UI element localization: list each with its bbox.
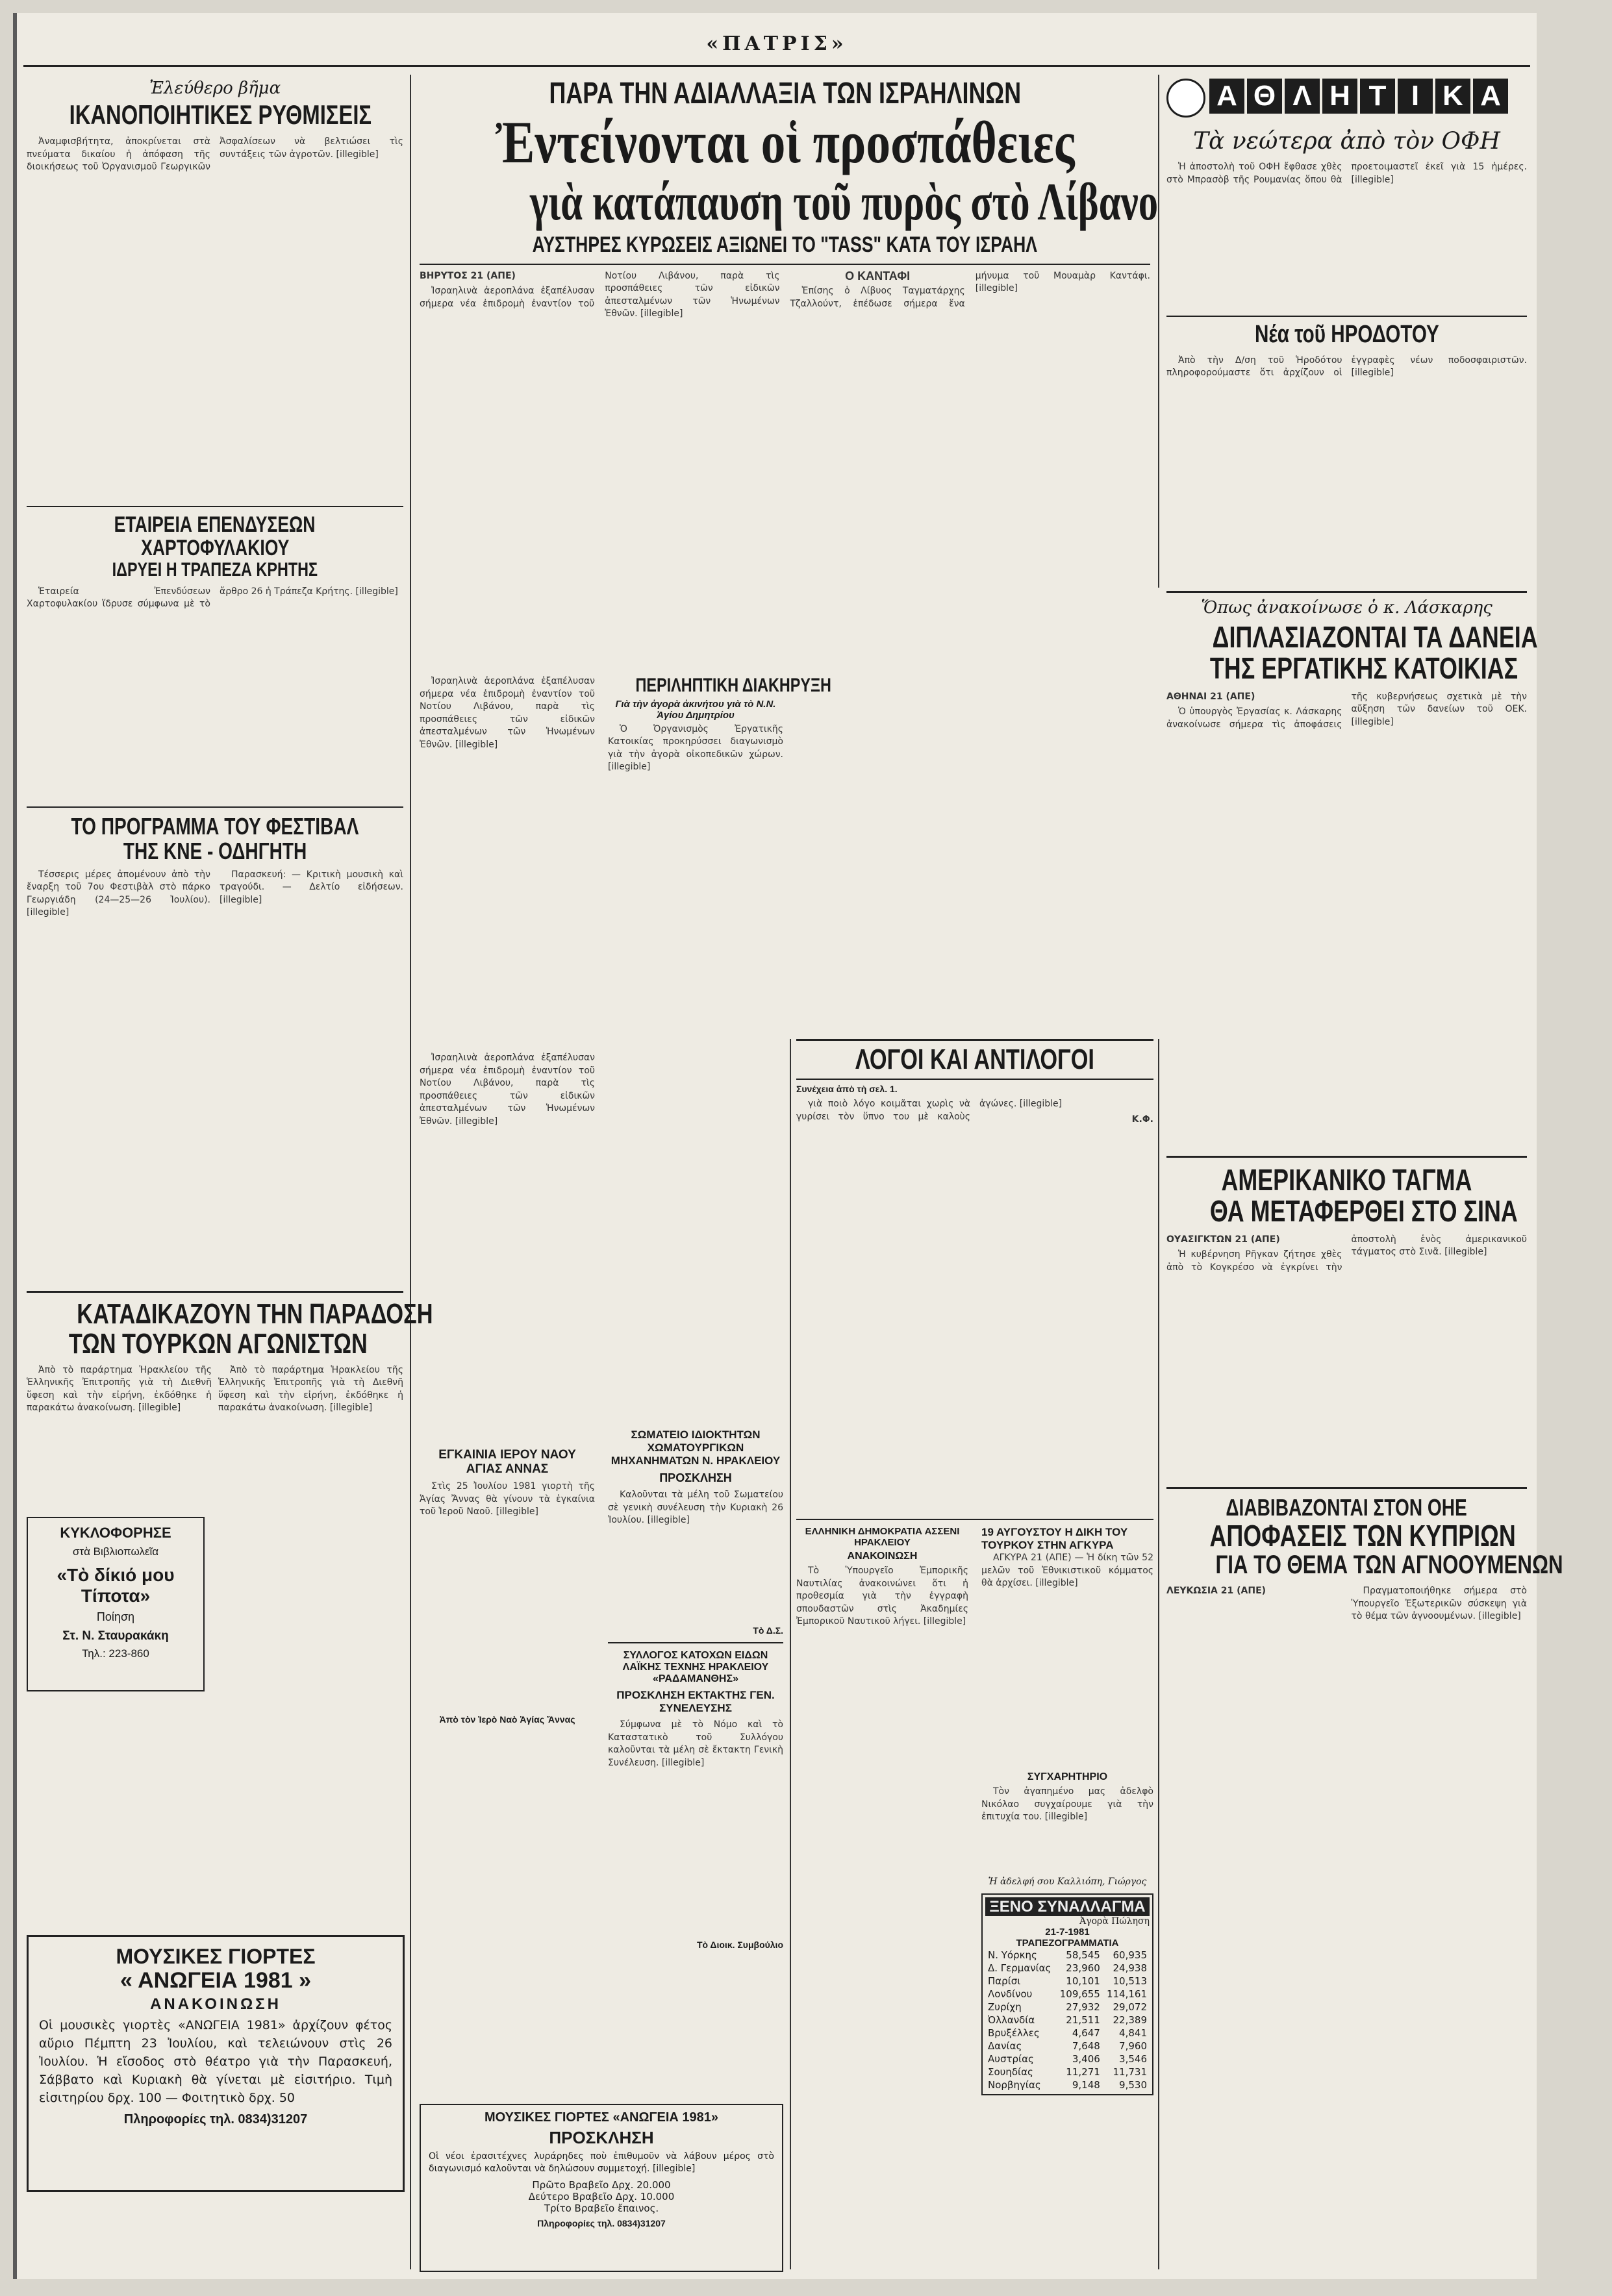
fx-currency: Παρίσι <box>988 1975 1021 1988</box>
masthead: «ΠΑΤΡΙΣ» <box>706 32 848 55</box>
sports-section <box>1166 75 1527 588</box>
anogia-ad-sub: ΑΝΑΚΟΙΝΩΣΗ <box>150 1995 281 2014</box>
fx-sell: 11,731 <box>1113 2066 1147 2078</box>
fx-row <box>985 2001 1150 2014</box>
fx-table-box <box>981 1893 1153 2095</box>
fx-buy: 21,511 <box>1066 2014 1100 2027</box>
banner-letter: Τ <box>1360 79 1395 114</box>
section-rule <box>1166 1156 1527 1158</box>
fx-sell: 3,546 <box>1119 2053 1147 2065</box>
sinai-title-2: ΘΑ ΜΕΤΑΦΕΡΘΕΙ ΣΤΟ ΣΙΝΑ <box>1209 1194 1518 1229</box>
peri-title: ΠΕΡΙΛΗΠΤΙΚΗ ΔΙΑΚΗΡΥΞΗ <box>635 675 831 696</box>
cyprus-title-1: ΔΙΑΒΙΒΑΖΟΝΤΑΙ ΣΤΟΝ ΟΗΕ <box>1226 1494 1468 1521</box>
ofi-title: Τὰ νεώτερα ἀπὸ τὸν ΟΦΗ <box>1193 128 1500 155</box>
syllogos-sub: ΠΡΟΣΚΛΗΣΗ <box>659 1471 732 1484</box>
section-rule <box>27 806 403 808</box>
turks-article-cont: Ἀπὸ τὸ παράρτημα Ἡρακλείου τῆς Ἑλληνικῆς Ἐπιτροπῆς γιὰ τὴ Διεθνῆ ὕφεση καὶ τὴν εἰρήνη, ἐκδόθηκε ἡ παρακάτω ἀνακοίνωση. [illegible] <box>218 1364 403 1414</box>
fx-buy: 3,406 <box>1072 2053 1100 2065</box>
newspaper-page <box>13 13 1563 2279</box>
fx-buy: 9,148 <box>1072 2079 1100 2091</box>
lead-rule <box>420 264 1150 265</box>
masthead-rule <box>23 65 1530 67</box>
book-ad-genre: Ποίηση <box>96 1610 135 1623</box>
banner-letter: Α <box>1209 79 1244 114</box>
syllogos-title: ΣΩΜΑΤΕΙΟ ΙΔΙΟΚΤΗΤΩΝ ΧΩΜΑΤΟΥΡΓΙΚΩΝ ΜΗΧΑΝΗΜΑΤΩΝ Ν. ΗΡΑΚΛΕΙΟΥ <box>611 1429 781 1467</box>
anogia-notice-info: Πληροφορίες τηλ. 0834)31207 <box>537 2218 666 2228</box>
anogia-ad-body: Οἱ μουσικὲς γιορτὲς «ΑΝΩΓΕΙΑ 1981» ἀρχίζουν φέτος αὔριο Πέμπτη 23 Ἰουλίου, καὶ τελειώνουν στὶς 26 Ἰουλίου. Ἡ εἴσοδος στὸ θέατρο γιὰ τὴν Παρασκευή, Σάββατο καὶ Κυριακὴ θὰ γίνεται μὲ εἰσιτήριο. Τιμὴ εἰσιτηρίου δρχ. 100 — Φοιτητικὸ δρχ. 50 <box>39 2018 392 2106</box>
peri-block <box>608 675 831 1399</box>
forum-label: Ἐλεύθερο βῆμα <box>149 79 281 98</box>
fx-table <box>985 1949 1150 2091</box>
fx-currency: Ζυρίχη <box>988 2001 1022 2014</box>
banner-letter: Λ <box>1285 79 1320 114</box>
section-rule <box>796 1519 1153 1520</box>
peri-sub: Γιὰ τὴν ἀγορὰ ἀκινήτου γιὰ τὸ Ν.Ν. Ἀγίου Δημητρίου <box>615 698 776 721</box>
syllogos-sign: Τὸ Δ.Σ. <box>753 1625 783 1636</box>
fx-sub: ΤΡΑΠΕΖΟΓΡΑΜΜΑΤΙΑ <box>1016 1938 1119 1949</box>
fx-currency: Δανίας <box>988 2040 1022 2053</box>
sinai-article: ΟΥΑΣΙΓΚΤΩΝ 21 (ΑΠΕ) Ἡ κυβέρνηση Ρῆγκαν ζήτησε χθὲς ἀπὸ τὸ Κογκρέσο νὰ ἐγκρίνει τὴν ἀποστολὴ ἑνὸς ἀμερικανικοῦ τάγματος στὸ Σινᾶ. [illegible] <box>1166 1234 1527 1273</box>
book-ad-where: στὰ Βιβλιοπωλεῖα <box>72 1545 159 1558</box>
football-icon <box>1166 79 1205 118</box>
herodotos-title: Νέα τοῦ ΗΡΟΔΟΤΟΥ <box>1254 321 1439 348</box>
logoi-title: ΛΟΓΟΙ ΚΑΙ ΑΝΤΙΛΟΓΟΙ <box>796 1039 1153 1080</box>
sports-banner <box>1166 79 1527 118</box>
festival-article: Τέσσερις μέρες ἀπομένουν ἀπὸ τὴν ἔναρξη τοῦ 7ου Φεστιβὰλ στὸ πάρκο Γεωργιάδη (24—25—26 Ἰουλίου). [illegible] Παρασκευή: — Κριτικὴ μουσικὴ καὶ τραγούδι. — Δελτίο εἰδήσεων. [illegible] <box>27 869 403 918</box>
turks2-title: 19 ΑΥΓΟΥΣΤΟΥ Η ΔΙΚΗ ΤΟΥ ΤΟΥΡΚΟΥ ΣΤΗΝ ΑΓΚΥΡΑ <box>981 1526 1128 1551</box>
fx-row <box>985 2040 1150 2053</box>
lead-headline-2: γιὰ κατάπαυση τοῦ πυρὸς στὸ Λίβανο <box>529 171 1159 231</box>
syll2-sign: Τὸ Διοικ. Συμβούλιο <box>696 1940 783 1950</box>
fx-row <box>985 2078 1150 2091</box>
fx-row <box>985 1949 1150 1962</box>
syg-sign: Ἡ ἀδελφή σου Καλλιόπη, Γιώργος <box>988 1877 1147 1887</box>
book-ad-author: Στ. Ν. Σταυρακάκη <box>62 1628 169 1643</box>
center-lower <box>420 675 831 2273</box>
church-title: ΕΓΚΑΙΝΙΑ ΙΕΡΟΥ ΝΑΟΥ ΑΓΙΑΣ ΑΝΝΑΣ <box>438 1448 576 1476</box>
left-column <box>27 75 433 2269</box>
lead-subheadline: ΑΥΣΤΗΡΕΣ ΚΥΡΩΣΕΙΣ ΑΞΙΩΝΕΙ ΤΟ "TASS" ΚΑΤΑ ΤΟΥ ΙΣΡΑΗΛ <box>532 232 1038 257</box>
fund-title-2: ΧΑΡΤΟΦΥΛΑΚΙΟΥ <box>140 535 290 560</box>
ellas-sub: ΑΝΑΚΟΙΝΩΣΗ <box>847 1551 918 1562</box>
anogia-notice-body: Οἱ νέοι ἐρασιτέχνες λυράρηδες ποὺ ἐπιθυμοῦν νὰ λάβουν μέρος στὸ διαγωνισμό καλοῦνται νὰ δηλώσουν συμμετοχή. [illegible] <box>429 2151 774 2174</box>
syg-article: Τὸν ἀγαπημένο μας ἀδελφὸ Νικόλαο συγχαίρουμε γιὰ τὴν ἐπιτυχία του. [illegible] <box>981 1786 1153 1822</box>
fx-row <box>985 1962 1150 1975</box>
turks-section <box>27 1364 403 1702</box>
lead-article-cont2: Ἰσραηλινὰ ἀεροπλάνα ἐξαπέλυσαν σήμερα νέα ἐπιδρομὴ ἐναντίον τοῦ Νοτίου Λιβάνου, παρὰ τὶς προσπάθειες τῶν εἰδικῶν ἀπεσταλμένων τῶν Ἡνωμένων Ἐθνῶν. [illegible] <box>420 1053 595 1127</box>
fx-sell: 4,841 <box>1119 2027 1147 2040</box>
fx-sell: 24,938 <box>1113 1962 1147 1975</box>
banner-letter: Κ <box>1435 79 1470 114</box>
kantafi-title: Ο ΚΑΝΤΑΦΙ <box>845 269 911 282</box>
fx-sell: 29,072 <box>1113 2001 1147 2014</box>
banner-letter: Η <box>1322 79 1357 114</box>
anogia-ad-title-1: ΜΟΥΣΙΚΕΣ ΓΙΟΡΤΕΣ <box>116 1945 316 1968</box>
ellas-article: Τὸ Ὑπουργεῖο Ἐμπορικῆς Ναυτιλίας ἀνακοινώνει ὅτι ἡ προθεσμία γιὰ τὴν ἐγγραφὴ σπουδαστῶν στὶς Ἀκαδημίες Ἐμπορικοῦ Ναυτικοῦ λήγει. [illegible] <box>796 1566 968 1627</box>
fx-row <box>985 2014 1150 2027</box>
syg-title: ΣΥΓΧΑΡΗΤΗΡΙΟ <box>1027 1771 1108 1782</box>
syll2-article: Σύμφωνα μὲ τὸ Νόμο καὶ τὸ Καταστατικὸ τοῦ Συλλόγου καλοῦνται τὰ μέλη σὲ ἔκτακτη Γενικὴ Συνέλευση. [illegible] <box>608 1719 783 1768</box>
housing-title-2: ΤΗΣ ΕΡΓΑΤΙΚΗΣ ΚΑΤΟΙΚΙΑΣ <box>1209 651 1518 686</box>
column-rule <box>1158 75 1159 588</box>
fx-row <box>985 2053 1150 2065</box>
anogia-notice-sub: ΠΡΟΣΚΛΗΣΗ <box>549 2128 654 2147</box>
section-rule <box>1166 316 1527 317</box>
section-rule <box>1166 591 1527 593</box>
banner-letter: Ι <box>1398 79 1433 114</box>
housing-title-1: ΔΙΠΛΑΣΙΑΖΟΝΤΑΙ ΤΑ ΔΑΝΕΙΑ <box>1212 620 1538 654</box>
section-rule <box>27 1291 403 1293</box>
fx-buy: 23,960 <box>1066 1962 1100 1975</box>
logoi-article: γιὰ ποιὸ λόγο κοιμᾶται χωρὶς νὰ γυρίσει τὸν ὕπνο του μὲ καλοὺς ἀγώνες. [illegible] Κ.Φ. <box>796 1099 1153 1125</box>
fx-currency: Δ. Γερμανίας <box>988 1962 1052 1975</box>
column-rule <box>790 1039 791 2269</box>
fx-currency: Ν. Υόρκης <box>988 1949 1037 1962</box>
ofi-article: Ἡ ἀποστολὴ τοῦ ΟΦΗ ἔφθασε χθὲς στὸ Μπρασὸβ τῆς Ρουμανίας ὅπου θὰ προετοιμαστεῖ ἐκεῖ γιὰ 15 ἡμέρες. [illegible] <box>1166 162 1527 185</box>
turks-title-2: ΤΩΝ ΤΟΥΡΚΩΝ ΑΓΩΝΙΣΤΩΝ <box>68 1327 368 1360</box>
fx-sell: 60,935 <box>1113 1949 1147 1962</box>
syllogos-block <box>608 1429 783 1950</box>
prize-2: Δεύτερο Βραβεῖο Δρχ. 10.000 <box>528 2191 675 2202</box>
syllogos-article: Καλοῦνται τὰ μέλη τοῦ Σωματείου σὲ γενικὴ συνέλευση τὴν Κυριακὴ 26 Ἰουλίου. [illegible] <box>608 1490 783 1525</box>
peri-article: Ὁ Ὀργανισμὸς Ἐργατικῆς Κατοικίας προκηρύσσει διαγωνισμὸ γιὰ τὴν ἀγορὰ οἰκοπεδικῶν χώρων. [illegible] <box>608 723 783 772</box>
church-block <box>420 1052 595 1725</box>
fx-currency: Νορβηγίας <box>988 2079 1041 2091</box>
fx-row <box>985 2027 1150 2040</box>
fx-row <box>985 1975 1150 1988</box>
herodotos-article: Ἀπὸ τὴν Δ/ση τοῦ Ἡροδότου πληροφορούμαστε ὅτι ἀρχίζουν οἱ ἐγγραφὲς νέων ποδοσφαιριστῶν. [illegible] <box>1166 355 1527 379</box>
fx-buy: 27,932 <box>1066 2001 1100 2014</box>
col4 <box>796 1039 1153 2273</box>
turks-article: Ἀπὸ τὸ παράρτημα Ἡρακλείου τῆς Ἑλληνικῆς Ἐπιτροπῆς γιὰ τὴ Διεθνῆ ὕφεση καὶ τὴν εἰρήνη, ἐκδόθηκε ἡ παρακάτω ἀνακοίνωση. [illegible] <box>27 1364 212 1414</box>
fx-title: ΞΕΝΟ ΣΥΝΑΛΛΑΓΜΑ <box>985 1897 1150 1916</box>
banner-letter: Α <box>1473 79 1508 114</box>
book-ad <box>27 1517 205 1691</box>
fx-currency: Αυστρίας <box>988 2053 1034 2065</box>
lead-kicker: ΠΑΡΑ ΤΗΝ ΑΔΙΑΛΛΑΞΙΑ ΤΩΝ ΙΣΡΑΗΛΙΝΩΝ <box>549 76 1021 110</box>
banner-letter: Θ <box>1247 79 1282 114</box>
anogia-notice <box>420 2104 783 2272</box>
book-ad-tel: Τηλ.: 223-860 <box>82 1647 149 1660</box>
fx-currency: Βρυξέλλες <box>988 2027 1040 2040</box>
fx-currency: Ὀλλανδία <box>988 2014 1035 2027</box>
fx-currency: Λονδίνου <box>988 1988 1033 2001</box>
prize-1: Πρῶτο Βραβεῖο Δρχ. 20.000 <box>532 2179 671 2191</box>
fund-title-1: ΕΤΑΙΡΕΙΑ ΕΠΕΝΔΥΣΕΩΝ <box>114 512 316 538</box>
cyprus-title-2: ΑΠΟΦΑΣΕΙΣ ΤΩΝ ΚΥΠΡΙΩΝ <box>1209 1518 1516 1553</box>
lead-headline-1: Ἐντείνονται οἱ προσπάθειες <box>495 109 1075 176</box>
fx-buy: 10,101 <box>1066 1975 1100 1988</box>
fx-row <box>985 1988 1150 2001</box>
fx-buy: 58,545 <box>1066 1949 1100 1962</box>
fund-article: Ἑταιρεία Ἐπενδύσεων Χαρτοφυλακίου ἵδρυσε σύμφωνα μὲ τὸ ἄρθρο 26 ἡ Τράπεζα Κρήτης. [illegible] <box>27 586 398 610</box>
fx-date: 21-7-1981 <box>1045 1927 1090 1938</box>
column-rule <box>410 75 411 2269</box>
church-article: Στὶς 25 Ἰουλίου 1981 γιορτὴ τῆς Ἁγίας Ἄννας θὰ γίνουν τὰ ἐγκαίνια τοῦ Ἱεροῦ Ναοῦ. [illegible] <box>420 1481 595 1517</box>
cyprus-article: ΛΕΥΚΩΣΙΑ 21 (ΑΠΕ) Πραγματοποιήθηκε σήμερα στὸ Ὑπουργεῖο Ἐξωτερικῶν σύσκεψη γιὰ τὸ θέμα τῶν ἀγνοουμένων. [illegible] <box>1166 1586 1527 1622</box>
anogia-ad <box>27 1935 405 2192</box>
fx-buy: 7,648 <box>1072 2040 1100 2053</box>
housing-kicker: Ὅπως ἀνακοίνωσε ὁ κ. Λάσκαρης <box>1201 598 1492 618</box>
turks2-article: ΑΓΚΥΡΑ 21 (ΑΠΕ) — Ἡ δίκη τῶν 52 μελῶν τοῦ Ἐθνικιστικοῦ κόμματος θὰ ἀρχίσει. [illegible] <box>981 1553 1153 1588</box>
fx-currency: Σουηδίας <box>988 2066 1033 2078</box>
fx-sell: 10,513 <box>1113 1975 1147 1988</box>
anogia-ad-info: Πληροφορίες τηλ. 0834)31207 <box>123 2112 308 2127</box>
section-rule <box>27 506 403 507</box>
fx-sell: 7,960 <box>1119 2040 1147 2053</box>
fx-sell: 9,530 <box>1119 2079 1147 2091</box>
sinai-title-1: ΑΜΕΡΙΚΑΝΙΚΟ ΤΑΓΜΑ <box>1221 1163 1472 1197</box>
sinai-section <box>1166 1156 1527 1480</box>
festival-title-2: ΤΗΣ ΚΝΕ - ΟΔΗΓΗΤΗ <box>123 837 307 864</box>
fx-row <box>985 2065 1150 2078</box>
fx-sell: 114,161 <box>1106 1988 1147 2001</box>
anogia-ad-title-2: « ΑΝΩΓΕΙΑ 1981 » <box>120 1967 311 1993</box>
fx-sell: 22,389 <box>1113 2014 1147 2027</box>
cyprus-title-3: ΓΙΑ ΤΟ ΘΕΜΑ ΤΩΝ ΑΓΝΟΟΥΜΕΝΩΝ <box>1215 1551 1563 1580</box>
forum-article: Ἀναμφισβήτητα, ἀποκρίνεται στὰ πνεύματα δικαίου ἡ ἀπόφαση τῆς διοικήσεως τοῦ Ὀργανισμοῦ Γεωργικῶν Ἀσφαλίσεων νὰ βελτιώσει τὶς συντάξεις τῶν ἀγροτῶν. [illegible] <box>27 136 403 173</box>
fund-title-3: ΙΔΡΥΕΙ Η ΤΡΑΠΕΖΑ ΚΡΗΤΗΣ <box>112 559 318 581</box>
housing-article: ΑΘΗΝΑΙ 21 (ΑΠΕ) Ὁ ὑπουργὸς Ἐργασίας κ. Λάσκαρης ἀνακοίνωσε σήμερα τὶς ἀποφάσεις τῆς κυβερνήσεως σχετικὰ μὲ τὴν αὔξηση τῶν δανείων τοῦ ΟΕΚ. [illegible] <box>1166 691 1527 730</box>
anogia-notice-title: ΜΟΥΣΙΚΕΣ ΓΙΟΡΤΕΣ «ΑΝΩΓΕΙΑ 1981» <box>484 2110 719 2125</box>
fx-buy: 4,647 <box>1072 2027 1100 2040</box>
fx-buy-sell: Ἀγορὰ Πώληση <box>1079 1916 1150 1927</box>
prize-3: Τρίτο Βραβεῖο ἔπαινος. <box>544 2202 659 2214</box>
fx-buy: 11,271 <box>1066 2066 1100 2078</box>
syll2-title: ΣΥΛΛΟΓΟΣ ΚΑΤΟΧΩΝ ΕΙΔΩΝ ΛΑΪΚΗΣ ΤΕΧΝΗΣ ΗΡΑΚΛΕΙΟΥ «ΡΑΔΑΜΑΝΘΗΣ» <box>622 1650 769 1684</box>
church-sign: Ἀπὸ τὸν Ἱερὸ Ναὸ Ἁγίας Ἄννας <box>439 1714 575 1725</box>
forum-title: ΙΚΑΝΟΠΟΙΗΤΙΚΕΣ ΡΥΘΜΙΣΕΙΣ <box>69 99 372 130</box>
section-rule <box>608 1642 783 1643</box>
fx-buy: 109,655 <box>1059 1988 1100 2001</box>
book-ad-title: «Τὸ δίκιό μου Τίποτα» <box>57 1564 175 1606</box>
syll2-sub: ΠΡΟΣΚΛΗΣΗ ΕΚΤΑΚΤΗΣ ΓΕΝ. ΣΥΝΕΛΕΥΣΗΣ <box>616 1689 775 1714</box>
column-rule <box>1158 1039 1159 2269</box>
lead-article: ΒΗΡΥΤΟΣ 21 (ΑΠΕ) Ἰσραηλινὰ ἀεροπλάνα ἐξαπέλυσαν σήμερα νέα ἐπιδρομὴ ἐναντίον τοῦ Νοτίου Λιβάνου, παρὰ τὶς προσπάθειες τῶν εἰδικῶν ἀπεσταλμένων τῶν Ἡνωμένων Ἐθνῶν. [illegible] Ο ΚΑΝΤΑΦΙ Ἐπίσης ὁ Λίβυος Ταγματάρχης Τζαλλούντ, ἐπέδωσε σήμερα ἕνα μήνυμα τοῦ Μουαμὰρ Καντάφι. [illegible] <box>420 269 1150 319</box>
festival-title-1: ΤΟ ΠΡΟΓΡΑΜΜΑ ΤΟΥ ΦΕΣΤΙΒΑΛ <box>71 812 359 840</box>
ellas-title: ΕΛΛΗΝΙΚΗ ΔΗΜΟΚΡΑΤΙΑ ΑΣΣΕΝΙ ΗΡΑΚΛΕΙΟΥ <box>805 1526 960 1548</box>
turks2-block <box>981 1526 1153 2095</box>
turks-title-1: ΚΑΤΑΔΙΚΑΖΟΥΝ ΤΗΝ ΠΑΡΑΔΟΣΗ <box>77 1297 433 1330</box>
lead-article-cont: Ἰσραηλινὰ ἀεροπλάνα ἐξαπέλυσαν σήμερα νέα ἐπιδρομὴ ἐναντίον τοῦ Νοτίου Λιβάνου, παρὰ τὶς προσπάθειες τῶν εἰδικῶν ἀπεσταλμένων τῶν Ἡνωμένων Ἐθνῶν. [illegible] <box>420 676 595 750</box>
ellas-block <box>796 1526 968 2266</box>
book-ad-label: ΚΥΚΛΟΦΟΡΗΣΕ <box>60 1524 171 1541</box>
housing-section <box>1166 591 1538 1149</box>
logoi-cont: Συνέχεια ἀπὸ τὴ σελ. 1. <box>796 1084 898 1095</box>
cyprus-section <box>1166 1487 1563 2273</box>
section-rule <box>1166 1487 1527 1489</box>
